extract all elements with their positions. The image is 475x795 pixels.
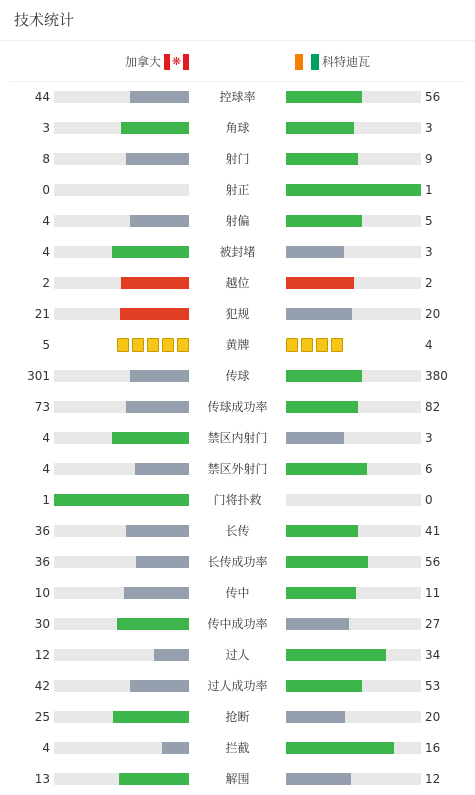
home-team-name: 加拿大 — [125, 55, 162, 69]
away-stat-bar-fill — [286, 556, 368, 568]
away-stat-value: 20 — [425, 307, 441, 321]
away-stat-value: 380 — [425, 369, 448, 383]
home-stat-value: 8 — [42, 152, 50, 166]
away-stat-value: 27 — [425, 617, 441, 631]
home-stat-value: 12 — [34, 648, 50, 662]
home-stat-value: 4 — [42, 245, 50, 259]
away-stat-bar — [286, 153, 421, 165]
home-stat-bar-fill — [121, 122, 189, 134]
yellow-card-icon — [147, 338, 159, 352]
home-stat-value: 4 — [42, 741, 50, 755]
away-stat-value: 56 — [425, 555, 441, 569]
home-stat-bar-fill — [112, 246, 189, 258]
home-stat-value: 2 — [42, 276, 50, 290]
away-stat-value: 2 — [425, 276, 433, 290]
home-stat-bar — [54, 649, 189, 661]
home-stat-value: 301 — [27, 369, 50, 383]
yellow-card-icon — [117, 338, 129, 352]
home-stat-value: 3 — [42, 121, 50, 135]
stat-label: 长传 — [225, 524, 250, 538]
away-stat-bar-fill — [286, 618, 349, 630]
away-stat-value: 41 — [425, 524, 441, 538]
stat-row — [0, 764, 475, 795]
away-stat-bar-fill — [286, 246, 344, 258]
stat-label: 过人成功率 — [207, 679, 268, 693]
away-stat-bar — [286, 370, 421, 382]
away-stat-value: 1 — [425, 183, 433, 197]
away-stat-bar — [286, 525, 421, 537]
away-stat-bar — [286, 91, 421, 103]
home-stat-bar — [54, 618, 189, 630]
stat-label: 传中成功率 — [207, 617, 268, 631]
stat-label: 射门 — [225, 152, 250, 166]
home-stat-bar-fill — [130, 215, 189, 227]
away-stat-bar-fill — [286, 91, 362, 103]
home-stat-value: 36 — [34, 555, 50, 569]
stat-label: 控球率 — [219, 90, 256, 104]
home-stat-bar-fill — [112, 432, 189, 444]
stat-row — [0, 237, 475, 268]
home-stat-bar-fill — [130, 680, 189, 692]
stat-label: 黄牌 — [225, 338, 250, 352]
stat-label: 传中 — [225, 586, 250, 600]
away-stat-bar-fill — [286, 680, 362, 692]
home-stat-value: 44 — [34, 90, 50, 104]
home-stat-bar-fill — [126, 525, 189, 537]
home-stat-value: 36 — [34, 524, 50, 538]
yellow-card-icon — [286, 338, 298, 352]
away-stat-value: 11 — [425, 586, 441, 600]
away-stat-value: 9 — [425, 152, 433, 166]
away-stat-bar — [286, 122, 421, 134]
away-stat-bar-fill — [286, 587, 356, 599]
home-stat-bar — [54, 587, 189, 599]
away-stat-bar-fill — [286, 215, 362, 227]
home-stat-bar-fill — [54, 494, 189, 506]
home-stat-bar-fill — [121, 277, 189, 289]
stat-row — [0, 268, 475, 299]
home-stat-bar-fill — [126, 401, 189, 413]
home-stat-bar — [54, 91, 189, 103]
yellow-card-icon — [316, 338, 328, 352]
away-team-name: 科特迪瓦 — [322, 55, 371, 69]
away-stat-bar-fill — [286, 308, 352, 320]
home-stat-bar — [54, 308, 189, 320]
home-stat-bar-fill — [126, 153, 189, 165]
away-stat-bar — [286, 401, 421, 413]
stat-row — [0, 454, 475, 485]
home-stat-bar — [54, 494, 189, 506]
away-stat-bar-fill — [286, 432, 344, 444]
stat-label: 禁区外射门 — [207, 462, 268, 476]
stat-label: 抢断 — [225, 710, 250, 724]
home-stat-bar-fill — [154, 649, 189, 661]
away-stat-bar — [286, 742, 421, 754]
page-title: 技术统计 — [0, 0, 475, 41]
home-stat-value: 13 — [34, 772, 50, 786]
home-stat-value: 4 — [42, 462, 50, 476]
away-stat-bar — [286, 556, 421, 568]
home-stat-bar — [54, 680, 189, 692]
yellow-card-icon — [177, 338, 189, 352]
stat-label: 解围 — [225, 772, 250, 786]
away-stat-value: 56 — [425, 90, 441, 104]
home-stat-value: 73 — [34, 400, 50, 414]
stat-row — [0, 423, 475, 454]
home-stat-bar — [54, 463, 189, 475]
stat-label: 长传成功率 — [207, 555, 268, 569]
away-stat-value: 3 — [425, 245, 433, 259]
away-stat-bar — [286, 184, 421, 196]
stat-label: 犯规 — [225, 307, 250, 321]
home-stat-bar — [54, 246, 189, 258]
away-stat-bar — [286, 649, 421, 661]
home-stat-bar-fill — [136, 556, 189, 568]
stat-row — [0, 733, 475, 764]
away-stat-bar — [286, 494, 421, 506]
home-stat-bar-fill — [162, 742, 189, 754]
stat-row — [0, 299, 475, 330]
stat-label: 被封堵 — [219, 245, 256, 259]
home-stat-value: 21 — [34, 307, 50, 321]
stat-row — [0, 392, 475, 423]
stat-row — [0, 113, 475, 144]
home-stat-bar — [54, 122, 189, 134]
home-stat-value: 30 — [34, 617, 50, 631]
stat-label: 禁区内射门 — [207, 431, 268, 445]
home-stat-bar-fill — [117, 618, 189, 630]
away-yellow-cards — [286, 338, 343, 352]
ivory-coast-flag-icon — [295, 54, 319, 70]
away-stat-bar — [286, 618, 421, 630]
yellow-card-icon — [331, 338, 343, 352]
stat-row — [0, 671, 475, 702]
away-stat-bar-fill — [286, 401, 358, 413]
yellow-card-icon — [162, 338, 174, 352]
stat-label: 传球成功率 — [207, 400, 268, 414]
home-stat-bar — [54, 773, 189, 785]
away-stat-bar-fill — [286, 742, 394, 754]
home-stat-bar-fill — [130, 91, 189, 103]
away-stat-bar — [286, 308, 421, 320]
away-stat-bar-fill — [286, 370, 362, 382]
away-stat-bar-fill — [286, 525, 358, 537]
away-stat-value: 16 — [425, 741, 441, 755]
stat-label: 角球 — [225, 121, 250, 135]
away-stat-value: 5 — [425, 214, 433, 228]
home-stat-bar — [54, 432, 189, 444]
home-stat-bar — [54, 215, 189, 227]
home-stat-value: 25 — [34, 710, 50, 724]
away-stat-bar — [286, 773, 421, 785]
away-stat-bar — [286, 215, 421, 227]
stat-label: 门将扑救 — [213, 493, 262, 507]
canada-flag-icon: ❋ — [164, 54, 189, 70]
away-stat-value: 34 — [425, 648, 441, 662]
stat-row — [0, 609, 475, 640]
away-stat-value: 20 — [425, 710, 441, 724]
away-stat-bar-fill — [286, 773, 351, 785]
stat-label: 过人 — [225, 648, 250, 662]
home-stat-bar-fill — [124, 587, 189, 599]
home-stat-bar — [54, 556, 189, 568]
home-stat-value: 1 — [42, 493, 50, 507]
away-stat-value: 12 — [425, 772, 441, 786]
home-stat-bar — [54, 742, 189, 754]
away-stat-bar — [286, 587, 421, 599]
stat-row — [0, 82, 475, 113]
home-stat-bar — [54, 711, 189, 723]
away-stat-bar — [286, 246, 421, 258]
home-stat-value: 0 — [42, 183, 50, 197]
home-team — [125, 53, 192, 70]
stat-row — [0, 516, 475, 547]
home-stat-bar-fill — [120, 308, 189, 320]
away-stat-bar-fill — [286, 184, 421, 196]
stat-row — [0, 547, 475, 578]
away-stat-bar-fill — [286, 463, 367, 475]
home-yellow-cards — [117, 338, 189, 352]
home-stat-bar-fill — [113, 711, 189, 723]
stat-row — [0, 702, 475, 733]
away-stat-bar — [286, 432, 421, 444]
away-stat-bar — [286, 277, 421, 289]
home-stat-bar-fill — [135, 463, 189, 475]
away-stat-bar-fill — [286, 649, 386, 661]
stat-label: 拦截 — [225, 741, 250, 755]
home-stat-bar-fill — [130, 370, 189, 382]
yellow-card-icon — [132, 338, 144, 352]
home-stat-bar — [54, 184, 189, 196]
stat-row — [0, 485, 475, 516]
teams-header — [10, 41, 465, 82]
away-stat-value: 0 — [425, 493, 433, 507]
stat-row — [0, 640, 475, 671]
home-stat-value: 4 — [42, 214, 50, 228]
stat-row — [0, 206, 475, 237]
stat-row — [0, 361, 475, 392]
away-stat-bar — [286, 711, 421, 723]
home-stat-bar — [54, 525, 189, 537]
stat-row — [0, 144, 475, 175]
home-stat-value: 42 — [34, 679, 50, 693]
away-stat-bar-fill — [286, 711, 345, 723]
away-stat-value: 82 — [425, 400, 441, 414]
home-stat-bar — [54, 370, 189, 382]
stat-label: 传球 — [225, 369, 250, 383]
home-stat-value: 10 — [34, 586, 50, 600]
home-stat-bar — [54, 153, 189, 165]
stat-row — [0, 330, 475, 361]
away-stat-value: 53 — [425, 679, 441, 693]
stat-label: 越位 — [225, 276, 250, 290]
stat-label: 射正 — [225, 183, 250, 197]
home-stat-bar — [54, 401, 189, 413]
home-stat-value: 5 — [42, 338, 50, 352]
away-stat-value: 3 — [425, 431, 433, 445]
away-stat-value: 4 — [425, 338, 433, 352]
away-stat-bar — [286, 680, 421, 692]
away-stat-bar-fill — [286, 277, 354, 289]
home-stat-value: 4 — [42, 431, 50, 445]
away-stat-value: 3 — [425, 121, 433, 135]
yellow-card-icon — [301, 338, 313, 352]
away-stat-value: 6 — [425, 462, 433, 476]
stat-row — [0, 175, 475, 206]
away-stat-bar-fill — [286, 122, 354, 134]
home-stat-bar — [54, 277, 189, 289]
away-team — [292, 53, 370, 70]
stat-row — [0, 578, 475, 609]
home-stat-bar-fill — [119, 773, 189, 785]
away-stat-bar-fill — [286, 153, 358, 165]
away-stat-bar — [286, 463, 421, 475]
stat-label: 射偏 — [225, 214, 250, 228]
